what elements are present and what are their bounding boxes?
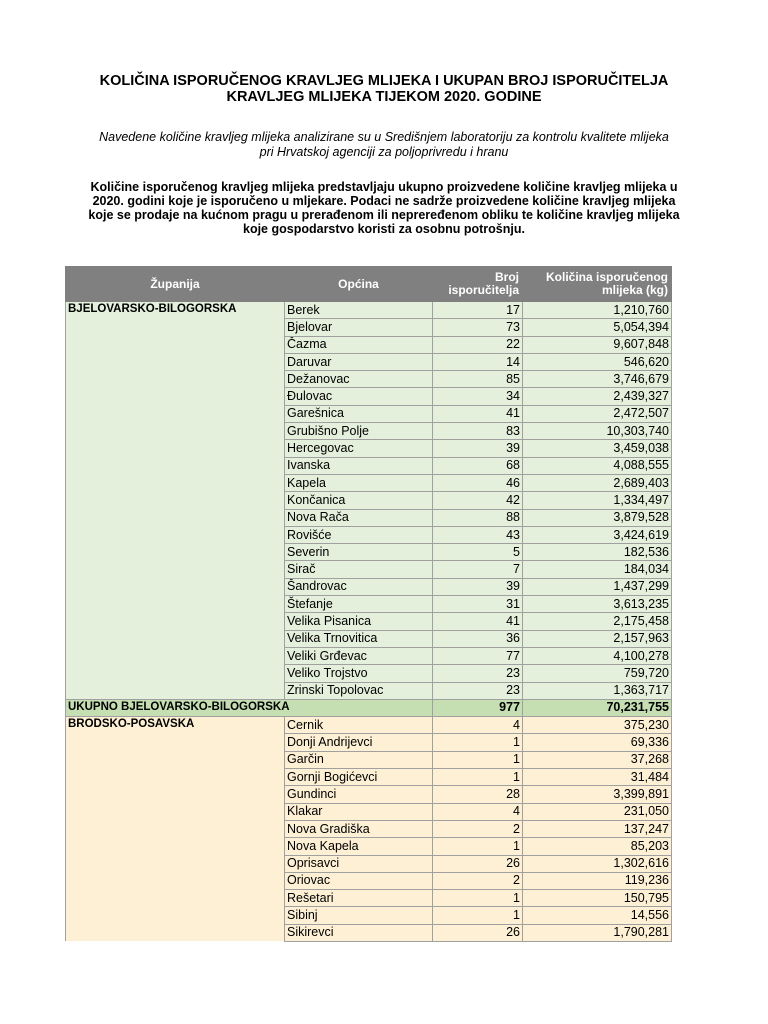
- suppliers-cell: 36: [433, 630, 523, 647]
- county-cell-empty: [66, 492, 285, 509]
- municipality-cell: Hercegovac: [285, 440, 433, 457]
- county-cell-empty: [66, 665, 285, 682]
- table-row: [66, 474, 672, 491]
- suppliers-cell: 1: [433, 890, 523, 907]
- municipality-cell: Garčin: [285, 751, 433, 768]
- quantity-cell: 137,247: [523, 820, 672, 837]
- quantity-cell: 1,363,717: [523, 682, 672, 699]
- suppliers-cell: 68: [433, 457, 523, 474]
- quantity-cell: 375,230: [523, 717, 672, 734]
- quantity-cell: 10,303,740: [523, 423, 672, 440]
- table-row: [66, 924, 672, 941]
- table-row: [66, 665, 672, 682]
- milk-delivery-table: [65, 266, 672, 942]
- county-cell-empty: [66, 526, 285, 543]
- municipality-cell: Nova Rača: [285, 509, 433, 526]
- table-row: [66, 526, 672, 543]
- municipality-cell: Velika Pisanica: [285, 613, 433, 630]
- table-row: [66, 457, 672, 474]
- county-cell-empty: [66, 613, 285, 630]
- county-cell-empty: [66, 924, 285, 941]
- suppliers-cell: 26: [433, 855, 523, 872]
- municipality-cell: Nova Kapela: [285, 838, 433, 855]
- suppliers-cell: 73: [433, 319, 523, 336]
- quantity-cell: 14,556: [523, 907, 672, 924]
- suppliers-cell: 26: [433, 924, 523, 941]
- suppliers-cell: 23: [433, 665, 523, 682]
- header-suppliers-line: Broj: [495, 270, 519, 284]
- county-cell-empty: [66, 820, 285, 837]
- municipality-cell: Končanica: [285, 492, 433, 509]
- municipality-cell: Klakar: [285, 803, 433, 820]
- municipality-cell: Gundinci: [285, 786, 433, 803]
- county-cell: BJELOVARSKO-BILOGORSKA: [66, 302, 285, 319]
- county-cell-empty: [66, 509, 285, 526]
- municipality-cell: Zrinski Topolovac: [285, 682, 433, 699]
- quantity-cell: 1,210,760: [523, 302, 672, 319]
- suppliers-cell: 41: [433, 405, 523, 422]
- note-line: 2020. godini koje je isporučeno u mljekare. Podaci ne sadrže proizvedene količine kravljeg mlijeka: [92, 194, 676, 208]
- table-row: [66, 838, 672, 855]
- table-row: [66, 353, 672, 370]
- quantity-cell: 85,203: [523, 838, 672, 855]
- suppliers-cell: 39: [433, 578, 523, 595]
- table-row: [66, 405, 672, 422]
- county-cell-empty: [66, 630, 285, 647]
- suppliers-cell: 14: [433, 353, 523, 370]
- municipality-cell: Ivanska: [285, 457, 433, 474]
- quantity-cell: 5,054,394: [523, 319, 672, 336]
- suppliers-cell: 1: [433, 769, 523, 786]
- subtitle-line: Navedene količine kravljeg mlijeka analizirane su u Središnjem laboratoriju za kontrolu kvalitete mlijeka: [99, 130, 669, 144]
- table-row: [66, 907, 672, 924]
- county-cell-empty: [66, 319, 285, 336]
- quantity-cell: 1,790,281: [523, 924, 672, 941]
- municipality-cell: Čazma: [285, 336, 433, 353]
- municipality-cell: Grubišno Polje: [285, 423, 433, 440]
- suppliers-cell: 1: [433, 751, 523, 768]
- municipality-cell: Veliko Trojstvo: [285, 665, 433, 682]
- county-cell-empty: [66, 544, 285, 561]
- subtitle-line: pri Hrvatskoj agenciji za poljoprivredu i hranu: [259, 144, 509, 159]
- total-label: UKUPNO BJELOVARSKO-BILOGORSKA: [66, 699, 433, 716]
- municipality-cell: Đulovac: [285, 388, 433, 405]
- quantity-cell: 2,472,507: [523, 405, 672, 422]
- header-suppliers: [433, 267, 523, 302]
- quantity-cell: 9,607,848: [523, 336, 672, 353]
- county-cell-empty: [66, 855, 285, 872]
- municipality-cell: Bjelovar: [285, 319, 433, 336]
- municipality-cell: Gornji Bogićevci: [285, 769, 433, 786]
- table-row: [66, 492, 672, 509]
- table-body: [66, 302, 672, 942]
- municipality-cell: Oprisavci: [285, 855, 433, 872]
- quantity-cell: 3,879,528: [523, 509, 672, 526]
- table-row: [66, 751, 672, 768]
- suppliers-cell: 2: [433, 820, 523, 837]
- table-row: [66, 319, 672, 336]
- table-row: [66, 630, 672, 647]
- note-line: koje gospodarstvo koristi za osobnu potrošnju.: [243, 222, 525, 236]
- quantity-cell: 3,613,235: [523, 596, 672, 613]
- county-cell-empty: [66, 578, 285, 595]
- county-cell-empty: [66, 440, 285, 457]
- table-row: [66, 440, 672, 457]
- quantity-cell: 3,399,891: [523, 786, 672, 803]
- county-cell-empty: [66, 751, 285, 768]
- municipality-cell: Kapela: [285, 474, 433, 491]
- quantity-cell: 31,484: [523, 769, 672, 786]
- suppliers-cell: 31: [433, 596, 523, 613]
- header-quantity-line: Količina isporučenog: [545, 270, 668, 284]
- table-row: [66, 596, 672, 613]
- municipality-cell: Nova Gradiška: [285, 820, 433, 837]
- suppliers-cell: 1: [433, 838, 523, 855]
- municipality-cell: Donji Andrijevci: [285, 734, 433, 751]
- header-quantity: [523, 267, 672, 302]
- table-row: [66, 786, 672, 803]
- county-cell: BRODSKO-POSAVSKA: [66, 717, 285, 734]
- quantity-cell: 69,336: [523, 734, 672, 751]
- quantity-cell: 184,034: [523, 561, 672, 578]
- suppliers-cell: 22: [433, 336, 523, 353]
- county-cell-empty: [66, 474, 285, 491]
- table-row: [66, 544, 672, 561]
- county-cell-empty: [66, 353, 285, 370]
- table-row: [66, 682, 672, 699]
- suppliers-cell: 41: [433, 613, 523, 630]
- municipality-cell: Severin: [285, 544, 433, 561]
- quantity-cell: 4,088,555: [523, 457, 672, 474]
- municipality-cell: Berek: [285, 302, 433, 319]
- suppliers-cell: 23: [433, 682, 523, 699]
- subtitle: [40, 130, 728, 159]
- quantity-cell: 150,795: [523, 890, 672, 907]
- total-quantity: 70,231,755: [523, 699, 672, 716]
- table-row: [66, 717, 672, 734]
- quantity-cell: 37,268: [523, 751, 672, 768]
- suppliers-cell: 1: [433, 907, 523, 924]
- quantity-cell: 2,689,403: [523, 474, 672, 491]
- county-cell-empty: [66, 423, 285, 440]
- table-row: [66, 388, 672, 405]
- county-cell-empty: [66, 405, 285, 422]
- suppliers-cell: 1: [433, 734, 523, 751]
- suppliers-cell: 46: [433, 474, 523, 491]
- municipality-cell: Dežanovac: [285, 371, 433, 388]
- municipality-cell: Rovišće: [285, 526, 433, 543]
- table-row: [66, 371, 672, 388]
- quantity-cell: 3,746,679: [523, 371, 672, 388]
- suppliers-cell: 85: [433, 371, 523, 388]
- quantity-cell: 2,439,327: [523, 388, 672, 405]
- title-line: KOLIČINA ISPORUČENOG KRAVLJEG MLIJEKA I UKUPAN BROJ ISPORUČITELJA: [99, 73, 669, 89]
- suppliers-cell: 28: [433, 786, 523, 803]
- table-row: [66, 561, 672, 578]
- county-cell-empty: [66, 647, 285, 664]
- header-municipality: Općina: [285, 267, 433, 302]
- quantity-cell: 546,620: [523, 353, 672, 370]
- suppliers-cell: 17: [433, 302, 523, 319]
- municipality-cell: Daruvar: [285, 353, 433, 370]
- county-cell-empty: [66, 890, 285, 907]
- quantity-cell: 2,175,458: [523, 613, 672, 630]
- county-cell-empty: [66, 596, 285, 613]
- municipality-cell: Cernik: [285, 717, 433, 734]
- page-title: [40, 73, 728, 105]
- county-cell-empty: [66, 838, 285, 855]
- title-line: KRAVLJEG MLIJEKA TIJEKOM 2020. GODINE: [226, 89, 542, 105]
- county-cell-empty: [66, 457, 285, 474]
- county-cell-empty: [66, 336, 285, 353]
- county-cell-empty: [66, 734, 285, 751]
- table-row: [66, 647, 672, 664]
- table-row: [66, 613, 672, 630]
- municipality-cell: Rešetari: [285, 890, 433, 907]
- county-cell-empty: [66, 371, 285, 388]
- suppliers-cell: 4: [433, 803, 523, 820]
- municipality-cell: Sirač: [285, 561, 433, 578]
- county-cell-empty: [66, 769, 285, 786]
- county-cell-empty: [66, 682, 285, 699]
- municipality-cell: Sikirevci: [285, 924, 433, 941]
- quantity-cell: 3,424,619: [523, 526, 672, 543]
- table-row: [66, 509, 672, 526]
- municipality-cell: Velika Trnovitica: [285, 630, 433, 647]
- quantity-cell: 4,100,278: [523, 647, 672, 664]
- municipality-cell: Sibinj: [285, 907, 433, 924]
- suppliers-cell: 2: [433, 872, 523, 889]
- table-row: [66, 890, 672, 907]
- suppliers-cell: 43: [433, 526, 523, 543]
- total-suppliers: 977: [433, 699, 523, 716]
- table-row: [66, 820, 672, 837]
- note-line: koje se prodaje na kućnom pragu u prerađenom ili nepreređenom obliku te količine kravljeg mlijeka: [88, 208, 680, 222]
- quantity-cell: 182,536: [523, 544, 672, 561]
- total-row: [66, 699, 672, 716]
- table-row: [66, 578, 672, 595]
- table-row: [66, 855, 672, 872]
- table-row: [66, 872, 672, 889]
- table-row: [66, 769, 672, 786]
- quantity-cell: 231,050: [523, 803, 672, 820]
- suppliers-cell: 5: [433, 544, 523, 561]
- county-cell-empty: [66, 388, 285, 405]
- table-row: [66, 734, 672, 751]
- suppliers-cell: 83: [433, 423, 523, 440]
- quantity-cell: 3,459,038: [523, 440, 672, 457]
- suppliers-cell: 39: [433, 440, 523, 457]
- municipality-cell: Šandrovac: [285, 578, 433, 595]
- header-county: Županija: [66, 267, 285, 302]
- quantity-cell: 119,236: [523, 872, 672, 889]
- county-cell-empty: [66, 803, 285, 820]
- table-row: [66, 302, 672, 319]
- municipality-cell: Garešnica: [285, 405, 433, 422]
- suppliers-cell: 42: [433, 492, 523, 509]
- suppliers-cell: 88: [433, 509, 523, 526]
- suppliers-cell: 4: [433, 717, 523, 734]
- county-cell-empty: [66, 907, 285, 924]
- suppliers-cell: 77: [433, 647, 523, 664]
- table-header-row: [66, 267, 672, 302]
- header-quantity-line: mlijeka (kg): [601, 283, 668, 297]
- quantity-cell: 1,302,616: [523, 855, 672, 872]
- quantity-cell: 1,437,299: [523, 578, 672, 595]
- municipality-cell: Oriovac: [285, 872, 433, 889]
- table-row: [66, 423, 672, 440]
- table-row: [66, 336, 672, 353]
- county-cell-empty: [66, 561, 285, 578]
- municipality-cell: Veliki Grđevac: [285, 647, 433, 664]
- county-cell-empty: [66, 872, 285, 889]
- quantity-cell: 1,334,497: [523, 492, 672, 509]
- suppliers-cell: 34: [433, 388, 523, 405]
- municipality-cell: Štefanje: [285, 596, 433, 613]
- quantity-cell: 2,157,963: [523, 630, 672, 647]
- explanatory-note: [56, 180, 712, 236]
- header-suppliers-line: isporučitelja: [448, 283, 519, 297]
- suppliers-cell: 7: [433, 561, 523, 578]
- note-line: Količine isporučenog kravljeg mlijeka predstavljaju ukupno proizvedene količine kravljeg mlijeka u: [90, 180, 678, 194]
- table-row: [66, 803, 672, 820]
- county-cell-empty: [66, 786, 285, 803]
- quantity-cell: 759,720: [523, 665, 672, 682]
